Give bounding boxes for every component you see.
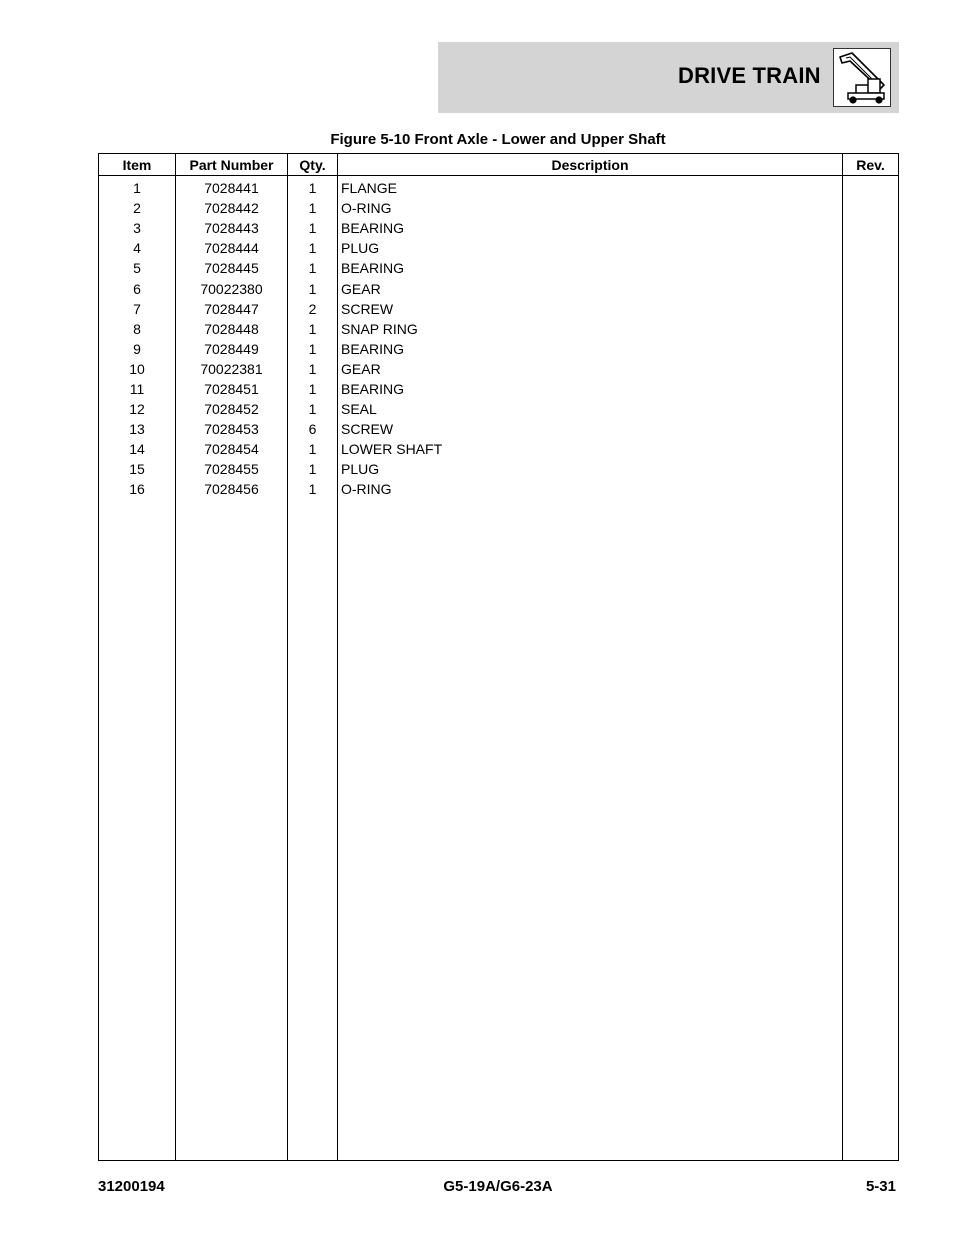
cell-part-number: 7028443 <box>176 218 288 238</box>
cell-qty: 6 <box>288 419 338 439</box>
cell-description: PLUG <box>338 238 843 258</box>
column-header-description: Description <box>338 154 843 176</box>
cell-item: 4 <box>99 238 176 258</box>
cell-part-number: 7028452 <box>176 399 288 419</box>
cell-part-number: 7028453 <box>176 419 288 439</box>
figure-title: Figure 5-10 Front Axle - Lower and Upper Shaft <box>330 131 666 148</box>
table-row <box>99 419 899 439</box>
cell-item: 1 <box>99 176 176 199</box>
cell-description: SEAL <box>338 399 843 419</box>
cell-rev <box>843 479 899 499</box>
footer-doc-number: 31200194 <box>98 1178 165 1195</box>
cell-rev <box>843 238 899 258</box>
cell-item: 15 <box>99 459 176 479</box>
cell-qty: 2 <box>288 299 338 319</box>
cell-description: SCREW <box>338 419 843 439</box>
cell-rev <box>843 258 899 278</box>
cell-item: 9 <box>99 339 176 359</box>
parts-table <box>98 153 899 1161</box>
cell-item: 8 <box>99 319 176 339</box>
cell-rev <box>843 176 899 199</box>
cell-description: O-RING <box>338 479 843 499</box>
cell-description: BEARING <box>338 258 843 278</box>
table-row <box>99 198 899 218</box>
cell-qty: 1 <box>288 198 338 218</box>
cell-rev <box>843 399 899 419</box>
cell-rev <box>843 319 899 339</box>
cell-qty: 1 <box>288 439 338 459</box>
cell-description: BEARING <box>338 218 843 238</box>
table-row <box>99 319 899 339</box>
cell-rev <box>843 198 899 218</box>
cell-qty: 1 <box>288 399 338 419</box>
cell-part-number: 7028445 <box>176 258 288 278</box>
cell-item: 10 <box>99 359 176 379</box>
table-row <box>99 439 899 459</box>
cell-item: 13 <box>99 419 176 439</box>
cell-qty: 1 <box>288 379 338 399</box>
cell-item: 5 <box>99 258 176 278</box>
cell-rev <box>843 419 899 439</box>
cell-qty: 1 <box>288 278 338 298</box>
cell-part-number: 7028456 <box>176 479 288 499</box>
cell-qty: 1 <box>288 218 338 238</box>
cell-qty: 1 <box>288 258 338 278</box>
table-row <box>99 479 899 499</box>
cell-item: 3 <box>99 218 176 238</box>
cell-part-number: 7028448 <box>176 319 288 339</box>
cell-part-number: 7028455 <box>176 459 288 479</box>
table-row <box>99 176 899 199</box>
cell-qty: 1 <box>288 459 338 479</box>
cell-description: GEAR <box>338 278 843 298</box>
cell-qty: 1 <box>288 479 338 499</box>
section-title: DRIVE TRAIN <box>678 63 821 88</box>
cell-item: 7 <box>99 299 176 319</box>
column-header-rev: Rev. <box>843 154 899 176</box>
cell-qty: 1 <box>288 319 338 339</box>
cell-description: BEARING <box>338 379 843 399</box>
cell-description: FLANGE <box>338 176 843 199</box>
table-row <box>99 339 899 359</box>
footer-page-number: 5-31 <box>865 1178 896 1195</box>
cell-part-number: 7028447 <box>176 299 288 319</box>
cell-part-number: 70022381 <box>176 359 288 379</box>
cell-rev <box>843 339 899 359</box>
column-header-item: Item <box>99 154 176 176</box>
table-filler-row <box>99 500 899 1161</box>
cell-description: LOWER SHAFT <box>338 439 843 459</box>
cell-item: 2 <box>99 198 176 218</box>
cell-rev <box>843 439 899 459</box>
cell-rev <box>843 459 899 479</box>
table-row <box>99 299 899 319</box>
cell-description: BEARING <box>338 339 843 359</box>
cell-rev <box>843 218 899 238</box>
cell-qty: 1 <box>288 339 338 359</box>
table-row <box>99 238 899 258</box>
column-header-qty: Qty. <box>288 154 338 176</box>
cell-description: SNAP RING <box>338 319 843 339</box>
table-row <box>99 278 899 298</box>
cell-item: 6 <box>99 278 176 298</box>
cell-part-number: 7028449 <box>176 339 288 359</box>
cell-description: GEAR <box>338 359 843 379</box>
cell-qty: 1 <box>288 176 338 199</box>
cell-part-number: 7028444 <box>176 238 288 258</box>
footer-model: G5-19A/G6-23A <box>443 1178 553 1195</box>
table-row <box>99 379 899 399</box>
cell-qty: 1 <box>288 238 338 258</box>
table-row <box>99 359 899 379</box>
cell-rev <box>843 359 899 379</box>
table-row <box>99 459 899 479</box>
cell-part-number: 7028441 <box>176 176 288 199</box>
cell-part-number: 7028451 <box>176 379 288 399</box>
table-row <box>99 218 899 238</box>
cell-item: 14 <box>99 439 176 459</box>
header-band <box>438 42 899 113</box>
forklift-icon <box>833 48 891 107</box>
cell-description: PLUG <box>338 459 843 479</box>
cell-description: O-RING <box>338 198 843 218</box>
cell-rev <box>843 278 899 298</box>
column-header-part-number: Part Number <box>176 154 288 176</box>
cell-item: 11 <box>99 379 176 399</box>
cell-part-number: 7028442 <box>176 198 288 218</box>
cell-part-number: 70022380 <box>176 278 288 298</box>
table-body <box>99 176 899 1161</box>
table-row <box>99 399 899 419</box>
table-header-row <box>99 154 899 176</box>
table-row <box>99 258 899 278</box>
cell-item: 12 <box>99 399 176 419</box>
cell-description: SCREW <box>338 299 843 319</box>
cell-part-number: 7028454 <box>176 439 288 459</box>
cell-item: 16 <box>99 479 176 499</box>
cell-qty: 1 <box>288 359 338 379</box>
cell-rev <box>843 299 899 319</box>
cell-rev <box>843 379 899 399</box>
